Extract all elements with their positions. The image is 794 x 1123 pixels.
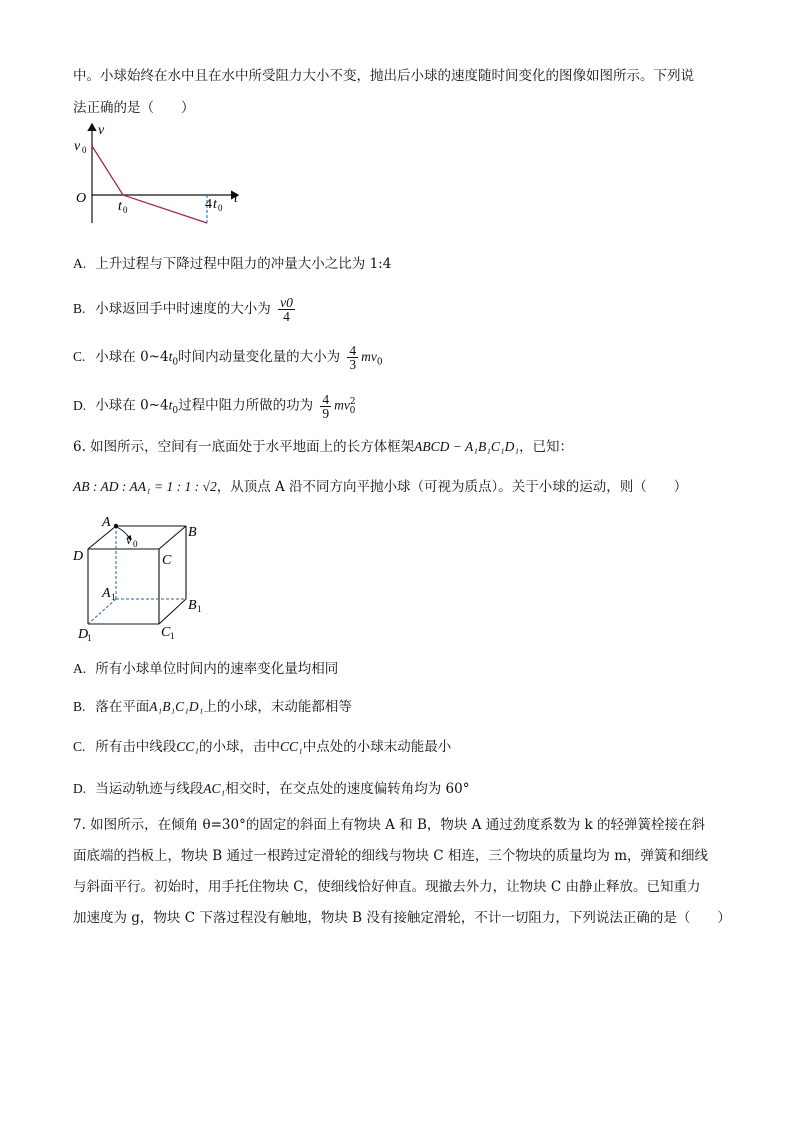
q5-stem-line1: 中。小球始终在水中且在水中所受阻力大小不变，抛出后小球的速度随时间变化的图像如图所示。下列说 [73,68,694,84]
origin-label: O [76,191,87,206]
label-v0: v [126,532,132,547]
q6-option-c[interactable]: C. 所有击中线段CC₁的小球，击中CC₁中点处的小球末动能最小 [73,739,452,755]
label-C1-sub: 1 [170,631,175,641]
label-B: B [188,525,197,540]
q7-stem-line3: 与斜面平行。初始时，用手托住物块 C，使细线恰好伸直。现撤去外力，让物块 C 由静止释放。已知重力 [73,879,701,895]
q6-stem-line2: AB : AD : AA₁ = 1 : 1 : √2，从顶点 A 沿不同方向平抛小球（可视为质点）。关于小球的运动，则（ ） [73,479,688,495]
q7-stem-line4: 加速度为 g，物块 C 下落过程没有触地，物块 B 没有接触定滑轮，不计一切阻力，下列说法正确的是（ ） [73,910,731,926]
q5-option-a[interactable]: A. 上升过程与下降过程中阻力的冲量大小之比为 1:4 [73,256,392,272]
fraction-4-over-3: $\frac{4}{3}$ [349,343,357,372]
label-C: C [162,553,172,568]
fraction-v0-over-4: $\frac{v0}{4}$ [280,295,293,324]
v0-sub: 0 [82,145,87,155]
t4-label: t [213,197,217,212]
t4-coef: 4 [205,197,212,212]
label-A: A [102,515,111,530]
label-B1: B [188,598,197,613]
label-C1: C [161,625,171,640]
label-D1-sub: 1 [87,633,92,643]
label-A1-sub: 1 [111,592,116,602]
q6-option-d[interactable]: D. 当运动轨迹与线段AC₁相交时，在交点处的速度偏转角均为 60° [73,781,470,797]
q7-stem-line2: 面底端的挡板上，物块 B 通过一根跨过定滑轮的细线与物块 C 相连，三个物块的质量均为 m，弹簧和细线 [73,848,709,864]
v0-label: v [74,139,81,154]
q5-option-b[interactable]: B. 小球返回手中时速度的大小为 $\frac{v0}{4}$ [73,295,293,324]
q6-stem-line1: 6. 如图所示，空间有一底面处于水平地面上的长方体框架ABCD − A₁B₁C₁D₁，已知： [73,439,574,455]
axis-v-label: v [98,123,105,138]
velocity-line-fall [123,195,207,223]
q6-cuboid-figure [70,512,210,647]
q5-option-d[interactable]: D. 小球在 $0\sim 4t_0$过程中阻力所做的功为 $\frac{4}{9}$ $mv^2_0$ [73,391,356,421]
q5-option-c[interactable]: C. 小球在 $0\sim 4t_0$时间内动量变化量的大小为 $\frac{4}{3}$ $mv_0$ [73,343,383,372]
q5-stem-line2: 法正确的是（ ） [73,100,195,116]
fraction-4-over-9: $\frac{4}{9}$ [322,391,330,421]
q6-option-b[interactable]: B. 落在平面A₁B₁C₁D₁上的小球，末动能都相等 [73,699,352,715]
q7-stem-line1: 7. 如图所示，在倾角 θ=30°的固定的斜面上有物块 A 和 B，物块 A 通过劲度系数为 k 的轻弹簧栓接在斜 [73,817,705,833]
label-D1: D [78,627,89,642]
t0-sub: 0 [123,205,128,215]
t0-label: t [118,199,122,214]
label-B1-sub: 1 [197,604,202,614]
label-D: D [73,549,84,564]
axis-t-label: t [234,191,238,206]
velocity-line-rise [92,146,123,195]
q5-velocity-time-graph [70,118,250,228]
label-v0-sub: 0 [133,539,138,549]
t4-sub: 0 [218,203,223,213]
label-A1: A [102,586,111,601]
q6-option-a[interactable]: A. 所有小球单位时间内的速率变化量均相同 [73,661,339,677]
